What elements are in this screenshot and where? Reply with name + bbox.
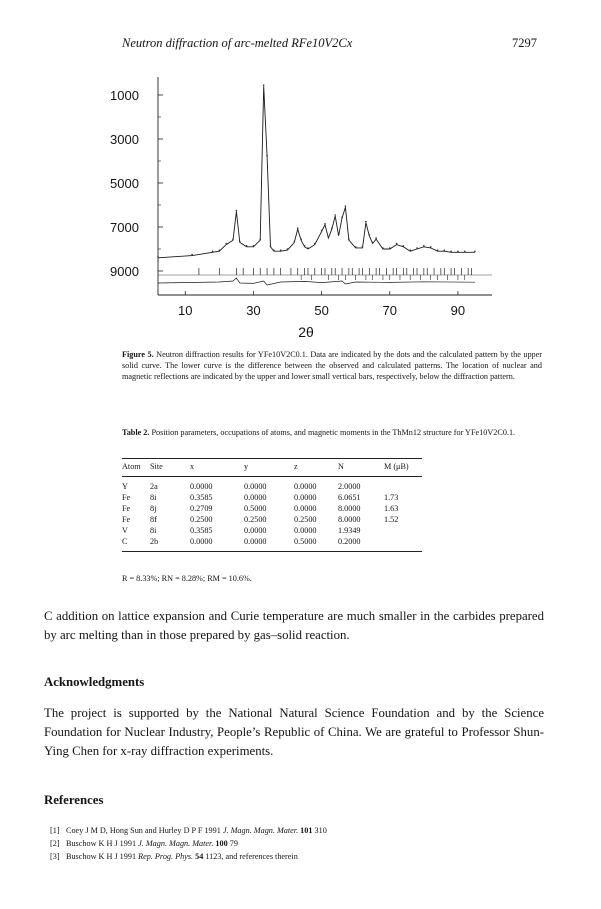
observed-data-point bbox=[355, 246, 357, 248]
x-tick-label: 50 bbox=[314, 303, 329, 318]
reference-authors: Buschow K H J 1991 bbox=[66, 839, 139, 848]
reference-journal: Rep. Prog. Phys. bbox=[138, 852, 194, 861]
observed-data-point bbox=[341, 216, 343, 218]
running-head: Neutron diffraction of arc-melted RFe10V2Cx bbox=[122, 36, 353, 50]
observed-data-point bbox=[294, 241, 296, 243]
observed-data-point bbox=[457, 251, 459, 253]
table-r-values: R = 8.33%; RN = 8.28%; RM = 10.6%. bbox=[122, 574, 252, 583]
reference-page: 310 bbox=[312, 826, 327, 835]
chart-ticks bbox=[158, 95, 458, 295]
table-cell: 0.0000 bbox=[294, 504, 317, 513]
x-tick-label: 70 bbox=[382, 303, 397, 318]
reference-item bbox=[50, 839, 238, 848]
reference-item bbox=[50, 826, 327, 835]
table-cell: 2b bbox=[150, 537, 159, 546]
reference-journal: J. Magn. Magn. Mater. bbox=[138, 839, 214, 848]
observed-data-point bbox=[423, 245, 425, 247]
reference-page: 79 bbox=[227, 839, 238, 848]
table-caption bbox=[122, 427, 542, 438]
table-cell: 0.0000 bbox=[244, 526, 267, 535]
observed-data-point bbox=[409, 249, 411, 251]
observed-data-point bbox=[259, 238, 261, 240]
observed-data-point bbox=[287, 248, 289, 250]
chart-series bbox=[157, 84, 476, 285]
table-cell: 0.3585 bbox=[190, 526, 213, 535]
table-header-cell: N bbox=[338, 462, 344, 471]
observed-data-point bbox=[437, 249, 439, 251]
table-cell: 0.0000 bbox=[294, 526, 317, 535]
observed-data-point bbox=[338, 234, 340, 236]
table-cell: 0.2500 bbox=[244, 515, 267, 524]
observed-data-point bbox=[246, 245, 248, 247]
observed-data-point bbox=[403, 245, 405, 247]
reference-journal: J. Magn. Magn. Mater. bbox=[222, 826, 299, 835]
table-cell: 8j bbox=[150, 504, 157, 513]
table-header-cell: Atom bbox=[122, 462, 141, 471]
table-cell: Y bbox=[122, 482, 128, 491]
observed-data-point bbox=[266, 155, 268, 157]
table-header-cell: z bbox=[294, 462, 298, 471]
x-tick-label: 10 bbox=[178, 303, 193, 318]
observed-data-point bbox=[375, 237, 377, 239]
observed-data-point bbox=[321, 230, 323, 232]
table-header-rule bbox=[122, 476, 422, 477]
table-header-cell: x bbox=[190, 462, 195, 471]
table-cell: 2a bbox=[150, 482, 158, 491]
observed-data-point bbox=[280, 249, 282, 251]
diffraction-chart bbox=[100, 75, 520, 340]
y-tick-label: 5000 bbox=[110, 176, 139, 191]
acknowledgments-heading: Acknowledgments bbox=[44, 675, 145, 689]
table-cell: Fe bbox=[122, 515, 131, 524]
observed-data-point bbox=[297, 227, 299, 229]
table-cell: 0.2500 bbox=[294, 515, 317, 524]
table-cell: 0.2000 bbox=[338, 537, 361, 546]
observed-data-point bbox=[232, 238, 234, 240]
table-header-cell: y bbox=[244, 462, 249, 471]
difference-line bbox=[158, 278, 475, 285]
y-tick-label: 1000 bbox=[110, 88, 139, 103]
observed-data-point bbox=[273, 249, 275, 251]
observed-data-point bbox=[464, 251, 466, 253]
table-cell: 6.0651 bbox=[338, 493, 361, 502]
table-cell: 8i bbox=[150, 526, 157, 535]
observed-data-point bbox=[334, 214, 336, 216]
table-cell: 0.0000 bbox=[294, 493, 317, 502]
reference-volume: 101 bbox=[300, 826, 313, 835]
observed-data-point bbox=[450, 251, 452, 253]
table-cell: 0.0000 bbox=[244, 493, 267, 502]
observed-data-point bbox=[369, 234, 371, 236]
body-paragraph: C addition on lattice expansion and Curie temperature are much smaller in the carbides prepared by arc melting than in those prepared by gas–solid reaction. bbox=[44, 609, 544, 642]
table-caption-text: Position parameters, occupations of atoms, and magnetic moments in the ThMn12 structure for YFe10V2C0.1. bbox=[151, 428, 516, 437]
observed-data-point bbox=[191, 254, 193, 256]
table-cell: 0.2709 bbox=[190, 504, 213, 513]
table-cell: 0.0000 bbox=[244, 482, 267, 491]
y-tick-label: 7000 bbox=[110, 220, 139, 235]
reference-volume: 100 bbox=[215, 839, 228, 848]
references-heading: References bbox=[44, 793, 104, 807]
observed-data-point bbox=[263, 84, 265, 86]
observed-data-point bbox=[157, 256, 159, 258]
table-cell: 0.3585 bbox=[190, 493, 213, 502]
table-cell: 2.0000 bbox=[338, 482, 361, 491]
table-cell: Fe bbox=[122, 504, 131, 513]
observed-data-point bbox=[389, 247, 391, 249]
table-cell: 8i bbox=[150, 493, 157, 502]
table-header-cell: Site bbox=[150, 462, 163, 471]
figure-caption-label: Figure 5. bbox=[122, 350, 154, 359]
observed-data-point bbox=[304, 245, 306, 247]
page-number: 7297 bbox=[512, 36, 537, 50]
table-cell: 0.0000 bbox=[244, 537, 267, 546]
table-cell: 0.5000 bbox=[244, 504, 267, 513]
observed-data-point bbox=[372, 242, 374, 244]
x-axis-label: 2θ bbox=[298, 324, 314, 340]
observed-data-point bbox=[362, 246, 364, 248]
table-cell: V bbox=[122, 526, 128, 535]
table-cell: 1.73 bbox=[384, 493, 399, 502]
reference-number: [3] bbox=[50, 852, 60, 861]
table-cell: 0.0000 bbox=[294, 482, 317, 491]
reference-number: [1] bbox=[50, 826, 60, 835]
x-tick-label: 30 bbox=[246, 303, 261, 318]
observed-data-point bbox=[348, 238, 350, 240]
table-cell: 1.63 bbox=[384, 504, 399, 513]
acknowledgments-text: The project is supported by the National Natural Science Foundation and by the Science Foundation for Nuclear Industry, People’s Republic of China. We are grateful to Professor Shun-Ying Chen for x-ray diffraction experiments. bbox=[44, 706, 544, 758]
table-cell: 0.2500 bbox=[190, 515, 213, 524]
observed-data-point bbox=[324, 223, 326, 225]
y-tick-label: 3000 bbox=[110, 132, 139, 147]
table-top-rule bbox=[122, 458, 422, 459]
chart-tick-labels bbox=[110, 88, 465, 340]
table-caption-label: Table 2. bbox=[122, 428, 150, 437]
observed-data-point bbox=[253, 245, 255, 247]
reference-item bbox=[50, 852, 298, 861]
table-cell: 1.9349 bbox=[338, 526, 361, 535]
observed-data-point bbox=[239, 241, 241, 243]
table-bottom-rule bbox=[122, 551, 422, 552]
reference-volume: 54 bbox=[195, 852, 204, 861]
observed-data-point bbox=[396, 243, 398, 245]
table-header-cell: M (μB) bbox=[384, 462, 409, 471]
chart-axes bbox=[158, 77, 492, 295]
observed-data-point bbox=[345, 205, 347, 207]
table-cell: 0.0000 bbox=[190, 537, 213, 546]
observed-data-point bbox=[219, 249, 221, 251]
observed-data-point bbox=[430, 246, 432, 248]
observed-data-point bbox=[443, 249, 445, 251]
observed-data-point bbox=[307, 247, 309, 249]
reflection-bars bbox=[158, 268, 492, 280]
table-cell: Fe bbox=[122, 493, 131, 502]
table-cell: 1.52 bbox=[384, 515, 399, 524]
table-cell: 8f bbox=[150, 515, 157, 524]
observed-data-point bbox=[365, 221, 367, 223]
observed-data-point bbox=[331, 227, 333, 229]
observed-data-point bbox=[225, 243, 227, 245]
observed-data-point bbox=[212, 251, 214, 253]
reference-authors: Buschow K H J 1991 bbox=[66, 852, 139, 861]
observed-data-point bbox=[236, 210, 238, 212]
figure-caption bbox=[122, 349, 542, 382]
observed-data-point bbox=[416, 247, 418, 249]
reference-page: 1123, and references therein bbox=[203, 852, 298, 861]
table-cell: C bbox=[122, 537, 128, 546]
table-cell: 0.0000 bbox=[190, 482, 213, 491]
observed-data-point bbox=[270, 245, 272, 247]
observed-data-point bbox=[382, 247, 384, 249]
table-cell: 8.0000 bbox=[338, 515, 361, 524]
calculated-pattern-line bbox=[158, 86, 475, 258]
observed-data-point bbox=[300, 238, 302, 240]
x-tick-label: 90 bbox=[450, 303, 466, 318]
observed-data-point bbox=[474, 251, 476, 253]
figure-caption-text: Neutron diffraction results for YFe10V2C0.1. Data are indicated by the dots and the calculated pattern by the upper solid curve. The lower curve is the difference between the observed and calculated patterns. The location of nuclear and magnetic reflections are indicated by the upper and lower small vertical bars, respectively, below the diffraction pattern. bbox=[122, 350, 543, 381]
observed-data-point bbox=[328, 236, 330, 238]
table-cell: 8.0000 bbox=[338, 504, 361, 513]
reference-authors: Coey J M D, Hong Sun and Hurley D P F 1991 bbox=[66, 826, 223, 835]
observed-data-point bbox=[314, 243, 316, 245]
y-tick-label: 9000 bbox=[110, 264, 139, 279]
table-cell: 0.5000 bbox=[294, 537, 317, 546]
reference-number: [2] bbox=[50, 839, 60, 848]
